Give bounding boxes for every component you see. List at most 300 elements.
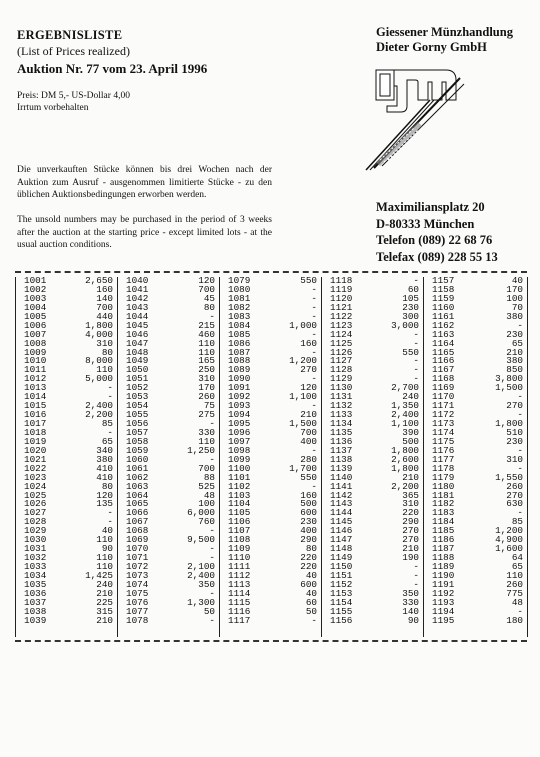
lot-number: 1172 — [432, 409, 455, 421]
lot-number: 1060 — [126, 453, 149, 465]
lot-number: 1146 — [330, 525, 353, 537]
lot-number: 1127 — [330, 355, 353, 367]
lot-price: 80 — [101, 480, 113, 492]
lot-number: 1143 — [330, 498, 353, 510]
lot-price: 350 — [402, 587, 419, 599]
lot-price: 220 — [300, 561, 317, 572]
auction-title: Auktion Nr. 77 vom 23. April 1996 — [17, 61, 208, 76]
lot-price: - — [311, 328, 317, 340]
lot-number: 1111 — [228, 561, 251, 572]
lot-price: 9,500 — [187, 534, 215, 546]
lot-number: 1109 — [228, 543, 251, 555]
lot-price: 48 — [511, 596, 523, 608]
lot-number: 1178 — [432, 462, 455, 474]
lot-price: 230 — [506, 328, 523, 340]
lot-number: 1001 — [24, 275, 47, 286]
lot-price: 160 — [300, 489, 317, 501]
lot-number: 1122 — [330, 310, 353, 322]
lot-price: 45 — [203, 292, 215, 304]
lot-number: 1023 — [24, 471, 47, 483]
lot-number: 1063 — [126, 480, 149, 492]
lot-price: - — [107, 507, 113, 519]
lot-price: 600 — [300, 578, 317, 590]
lot-price: - — [311, 310, 317, 322]
lot-number: 1149 — [330, 552, 353, 564]
lot-number: 1056 — [126, 418, 149, 429]
lot-price: 80 — [101, 346, 113, 358]
lot-number: 1058 — [126, 435, 149, 447]
lot-price: - — [413, 337, 419, 349]
lot-price: 240 — [402, 391, 419, 403]
lot-price: 230 — [402, 301, 419, 313]
lot-number: 1131 — [330, 391, 353, 403]
lot-price: 760 — [198, 516, 215, 528]
lot-price: - — [107, 391, 113, 403]
lot-price: 250 — [198, 364, 215, 376]
lot-price: 110 — [506, 569, 523, 581]
lot-price: 390 — [402, 426, 419, 438]
lot-price: - — [311, 283, 317, 295]
lot-price: - — [311, 346, 317, 358]
lot-number: 1145 — [330, 516, 353, 528]
lot-price: - — [209, 587, 215, 599]
lot-price: - — [311, 292, 317, 304]
lot-price: - — [413, 569, 419, 581]
lot-number: 1084 — [228, 319, 251, 331]
lot-number: 1034 — [24, 569, 47, 581]
lot-number: 1037 — [24, 596, 47, 608]
lot-number: 1030 — [24, 534, 47, 546]
lot-number: 1044 — [126, 310, 149, 322]
lot-price: 140 — [402, 605, 419, 617]
lot-number: 1157 — [432, 275, 455, 286]
lot-number: 1165 — [432, 346, 455, 358]
lot-price: 230 — [506, 435, 523, 447]
lot-number: 1186 — [432, 534, 455, 546]
lot-number: 1018 — [24, 426, 47, 438]
lot-number: 1163 — [432, 328, 455, 340]
lot-number: 1134 — [330, 418, 353, 429]
results-table — [15, 271, 527, 642]
lot-number: 1110 — [228, 552, 251, 564]
lot-number: 1047 — [126, 337, 149, 349]
company-logo — [360, 62, 480, 174]
lot-number: 1017 — [24, 418, 47, 429]
lot-price: 110 — [96, 364, 113, 376]
lot-number: 1102 — [228, 480, 251, 492]
disclaimer-line: Irrtum vorbehalten — [17, 103, 89, 113]
lot-price: 1,200 — [289, 355, 317, 367]
lot-number: 1061 — [126, 462, 149, 474]
lot-price: - — [209, 525, 215, 537]
results-column-1 — [15, 277, 117, 637]
lot-price: 85 — [101, 418, 113, 429]
lot-price: 230 — [300, 516, 317, 528]
lot-number: 1159 — [432, 292, 455, 304]
results-column-5 — [423, 277, 528, 637]
lot-number: 1194 — [432, 605, 455, 617]
lot-price: 210 — [402, 543, 419, 555]
lot-number: 1192 — [432, 587, 455, 599]
lot-number: 1126 — [330, 346, 353, 358]
lot-number: 1096 — [228, 426, 251, 438]
lot-price: - — [517, 409, 523, 421]
lot-price: 300 — [402, 310, 419, 322]
lot-number: 1188 — [432, 552, 455, 564]
lot-price: 275 — [198, 409, 215, 421]
lot-number: 1085 — [228, 328, 251, 340]
lot-price: 40 — [101, 525, 113, 537]
lot-number: 1020 — [24, 444, 47, 456]
lot-price: 90 — [101, 543, 113, 555]
lot-number: 1078 — [126, 614, 149, 626]
company-line-2: Dieter Gorny GmbH — [376, 40, 487, 54]
lot-number: 1004 — [24, 301, 47, 313]
lot-number: 1184 — [432, 516, 455, 528]
lot-number: 1103 — [228, 489, 251, 501]
header-left — [17, 28, 207, 77]
lot-number: 1055 — [126, 409, 149, 421]
lot-number: 1077 — [126, 605, 149, 617]
lot-number: 1121 — [330, 301, 353, 313]
lot-price: - — [517, 444, 523, 456]
lot-price: - — [517, 319, 523, 331]
lot-number: 1057 — [126, 426, 149, 438]
lot-price: 220 — [300, 552, 317, 564]
lot-number: 1015 — [24, 400, 47, 412]
lot-price: - — [517, 462, 523, 474]
lot-number: 1006 — [24, 319, 47, 331]
address-city: D-80333 München — [376, 216, 475, 231]
lot-price: 3,000 — [391, 319, 419, 331]
price-line: Preis: DM 5,- US-Dollar 4,00 — [17, 91, 130, 101]
lot-price: - — [311, 614, 317, 626]
lot-number: 1079 — [228, 275, 251, 286]
lot-price: 380 — [96, 453, 113, 465]
lot-number: 1024 — [24, 480, 47, 492]
lot-number: 1177 — [432, 453, 455, 465]
lot-price: 280 — [300, 453, 317, 465]
lot-number: 1168 — [432, 373, 455, 385]
lot-number: 1124 — [330, 328, 353, 340]
lot-number: 1089 — [228, 364, 251, 376]
lot-number: 1092 — [228, 391, 251, 403]
lot-price: 440 — [96, 310, 113, 322]
lot-number: 1042 — [126, 292, 149, 304]
lot-price: 380 — [506, 355, 523, 367]
lot-price: 4,000 — [85, 328, 113, 340]
lot-price: 90 — [407, 614, 419, 626]
lot-number: 1099 — [228, 453, 251, 465]
results-column-4 — [321, 277, 423, 637]
lot-number: 1148 — [330, 543, 353, 555]
lot-price: 1,000 — [289, 319, 317, 331]
lot-price: 210 — [96, 587, 113, 599]
lot-price: 120 — [300, 382, 317, 394]
lot-price: 510 — [506, 426, 523, 438]
lot-number: 1086 — [228, 337, 251, 349]
lot-number: 1050 — [126, 364, 149, 376]
lot-price: 290 — [300, 534, 317, 546]
lot-number: 1076 — [126, 596, 149, 608]
lot-number: 1153 — [330, 587, 353, 599]
notice-english: The unsold numbers may be purchased in the period of 3 weeks after the auction at the starting price - except limited lots - at the usual auction conditions. — [17, 215, 272, 250]
lot-number: 1091 — [228, 382, 251, 394]
lot-number: 1119 — [330, 283, 353, 295]
lot-number: 1160 — [432, 301, 455, 313]
lot-price: 120 — [96, 489, 113, 501]
lot-price: 110 — [96, 534, 113, 546]
lot-price: 215 — [198, 319, 215, 331]
lot-price: 2,400 — [391, 409, 419, 421]
lot-price: 775 — [506, 587, 523, 599]
lot-number: 1140 — [330, 471, 353, 483]
lot-price: 2,400 — [187, 569, 215, 581]
page-title: ERGEBNISLISTE — [17, 28, 123, 42]
lot-number: 1062 — [126, 471, 149, 483]
lot-number: 1053 — [126, 391, 149, 403]
lot-number: 1083 — [228, 310, 251, 322]
lot-number: 1155 — [330, 605, 353, 617]
lot-price: 60 — [305, 596, 317, 608]
lot-price: 340 — [96, 444, 113, 456]
lot-price: - — [107, 516, 113, 528]
lot-number: 1016 — [24, 409, 47, 421]
lot-number: 1123 — [330, 319, 353, 331]
lot-number: 1107 — [228, 525, 251, 537]
lot-number: 1068 — [126, 525, 149, 537]
lot-number: 1189 — [432, 561, 455, 572]
lot-price: 48 — [203, 489, 215, 501]
lot-price: 110 — [198, 346, 215, 358]
lot-number: 1045 — [126, 319, 149, 331]
address-block — [376, 199, 498, 265]
lot-price: - — [413, 364, 419, 376]
lot-price: 260 — [198, 391, 215, 403]
lot-price: 40 — [305, 587, 317, 599]
lot-price: 410 — [96, 471, 113, 483]
lot-number: 1137 — [330, 444, 353, 456]
lot-price: 1,300 — [187, 596, 215, 608]
lot-price: 2,200 — [391, 480, 419, 492]
lot-price: 310 — [402, 498, 419, 510]
address-street: Maximiliansplatz 20 — [376, 200, 485, 214]
lot-number: 1179 — [432, 471, 455, 483]
lot-number: 1036 — [24, 587, 47, 599]
lot-price: - — [209, 614, 215, 626]
lot-price: 350 — [198, 578, 215, 590]
lot-number: 1019 — [24, 435, 47, 447]
lot-number: 1027 — [24, 507, 47, 519]
lot-number: 1180 — [432, 480, 455, 492]
lot-price: 1,500 — [495, 382, 523, 394]
lot-number: 1174 — [432, 426, 455, 438]
lot-number: 1117 — [228, 614, 251, 626]
lot-number: 1080 — [228, 283, 251, 295]
lot-number: 1150 — [330, 561, 353, 572]
lot-number: 1181 — [432, 489, 455, 501]
lot-number: 1054 — [126, 400, 149, 412]
lot-price: 850 — [506, 364, 523, 376]
lot-price: 135 — [96, 498, 113, 510]
lot-number: 1094 — [228, 409, 251, 421]
lot-number: 1169 — [432, 382, 455, 394]
address-fax: Telefax (089) 228 55 13 — [376, 249, 498, 264]
lot-number: 1075 — [126, 587, 149, 599]
lot-price: 1,100 — [289, 391, 317, 403]
lot-number: 1147 — [330, 534, 353, 546]
lot-price: 105 — [402, 292, 419, 304]
lot-number: 1090 — [228, 373, 251, 385]
lot-price: 630 — [506, 498, 523, 510]
result-row — [16, 614, 117, 626]
lot-number: 1009 — [24, 346, 47, 358]
lot-number: 1014 — [24, 391, 47, 403]
lot-price: 110 — [96, 561, 113, 572]
lot-price: 550 — [300, 471, 317, 483]
lot-price: 1,200 — [495, 525, 523, 537]
lot-number: 1154 — [330, 596, 353, 608]
lot-price: 330 — [402, 596, 419, 608]
lot-number: 1114 — [228, 587, 251, 599]
lot-price: 365 — [402, 489, 419, 501]
lot-number: 1128 — [330, 364, 353, 376]
lot-price: 100 — [198, 498, 215, 510]
lot-price: 1,800 — [391, 462, 419, 474]
lot-price: - — [209, 418, 215, 429]
lot-price: 700 — [300, 426, 317, 438]
lot-price: 8,000 — [85, 355, 113, 367]
lot-number: 1073 — [126, 569, 149, 581]
lot-price: 40 — [305, 569, 317, 581]
lot-price: 270 — [506, 400, 523, 412]
lot-price: 310 — [506, 453, 523, 465]
lot-price: - — [209, 543, 215, 555]
lot-price: 1,250 — [187, 444, 215, 456]
lot-price: 65 — [101, 435, 113, 447]
lot-price: 2,200 — [85, 409, 113, 421]
lot-number: 1164 — [432, 337, 455, 349]
lot-number: 1132 — [330, 400, 353, 412]
lot-price: 210 — [506, 346, 523, 358]
lot-number: 1133 — [330, 409, 353, 421]
lot-price: 3,800 — [495, 373, 523, 385]
lot-number: 1166 — [432, 355, 455, 367]
lot-price: - — [413, 373, 419, 385]
lot-number: 1100 — [228, 462, 251, 474]
lot-number: 1051 — [126, 373, 149, 385]
lot-price: - — [209, 453, 215, 465]
lot-price: 160 — [96, 283, 113, 295]
lot-number: 1066 — [126, 507, 149, 519]
lot-price: 2,100 — [187, 561, 215, 572]
lot-price: 600 — [300, 507, 317, 519]
lot-number: 1191 — [432, 578, 455, 590]
result-row — [220, 614, 321, 626]
lot-number: 1013 — [24, 382, 47, 394]
lot-price: 525 — [198, 480, 215, 492]
lot-number: 1136 — [330, 435, 353, 447]
lot-number: 1035 — [24, 578, 47, 590]
lot-price: 6,000 — [187, 507, 215, 519]
lot-price: 1,350 — [391, 400, 419, 412]
lot-number: 1093 — [228, 400, 251, 412]
lot-price: 700 — [198, 462, 215, 474]
lot-price: 1,500 — [289, 418, 317, 429]
lot-price: - — [311, 444, 317, 456]
lot-price: 330 — [198, 426, 215, 438]
lot-number: 1144 — [330, 507, 353, 519]
lot-number: 1052 — [126, 382, 149, 394]
lot-price: 1,700 — [289, 462, 317, 474]
lot-price: - — [311, 301, 317, 313]
lot-price: 310 — [96, 337, 113, 349]
lot-number: 1010 — [24, 355, 47, 367]
lot-price: 160 — [300, 337, 317, 349]
result-row — [322, 614, 423, 626]
lot-number: 1142 — [330, 489, 353, 501]
lot-price: 410 — [96, 462, 113, 474]
result-row — [118, 614, 219, 626]
lot-price: - — [413, 561, 419, 572]
lot-price: - — [107, 426, 113, 438]
lot-price: - — [413, 328, 419, 340]
lot-price: 2,650 — [85, 275, 113, 286]
lot-price: 700 — [96, 301, 113, 313]
lot-price: 460 — [198, 328, 215, 340]
lot-price: 2,400 — [85, 400, 113, 412]
lot-number: 1151 — [330, 569, 353, 581]
lot-number: 1072 — [126, 561, 149, 572]
lot-number: 1082 — [228, 301, 251, 313]
lot-number: 1125 — [330, 337, 353, 349]
lot-number: 1173 — [432, 418, 455, 429]
lot-number: 1193 — [432, 596, 455, 608]
lot-number: 1043 — [126, 301, 149, 313]
lot-number: 1171 — [432, 400, 455, 412]
lot-price: 4,900 — [495, 534, 523, 546]
lot-price: 400 — [300, 435, 317, 447]
lot-number: 1135 — [330, 426, 353, 438]
lot-price: 85 — [511, 516, 523, 528]
lot-price: - — [517, 391, 523, 403]
lot-price: 110 — [198, 435, 215, 447]
lot-price: 180 — [506, 614, 523, 626]
lot-price: - — [209, 552, 215, 564]
lot-number: 1022 — [24, 462, 47, 474]
lot-price: 64 — [511, 552, 523, 564]
lot-number: 1074 — [126, 578, 149, 590]
price-info — [17, 90, 130, 114]
lot-price: 1,800 — [85, 319, 113, 331]
lot-number: 1005 — [24, 310, 47, 322]
lot-price: 110 — [96, 552, 113, 564]
lot-price: 5,000 — [85, 373, 113, 385]
lot-number: 1175 — [432, 435, 455, 447]
lot-price: - — [517, 605, 523, 617]
lot-number: 1108 — [228, 534, 251, 546]
lot-price: 1,600 — [495, 543, 523, 555]
lot-price: 110 — [198, 337, 215, 349]
lot-number: 1038 — [24, 605, 47, 617]
lot-price: 170 — [506, 283, 523, 295]
lot-number: 1183 — [432, 507, 455, 519]
lot-price: 60 — [407, 283, 419, 295]
lot-price: 220 — [402, 507, 419, 519]
lot-price: 270 — [506, 489, 523, 501]
lot-price: 120 — [198, 275, 215, 286]
lot-number: 1008 — [24, 337, 47, 349]
